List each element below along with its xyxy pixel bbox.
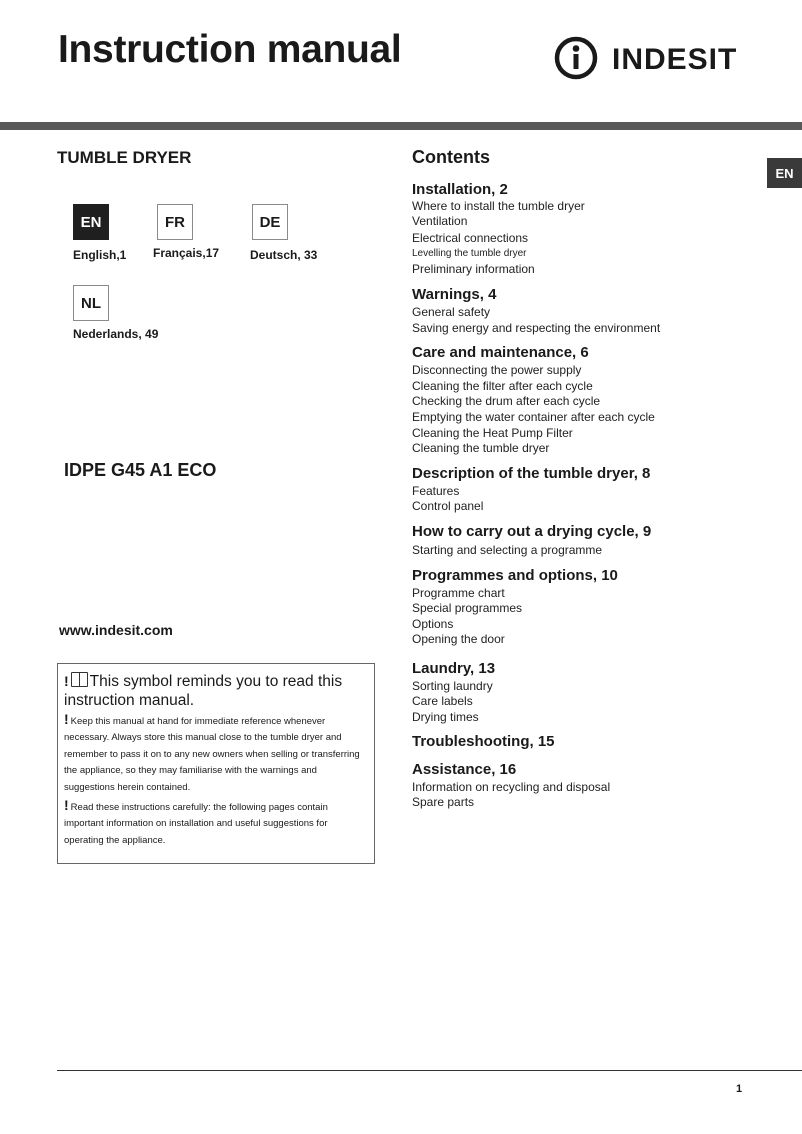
toc-item[interactable]: Drying times	[412, 710, 479, 724]
exclamation-icon: !	[64, 797, 69, 814]
toc-heading[interactable]: Assistance, 16	[412, 761, 517, 778]
toc-heading[interactable]: Installation, 2	[412, 181, 508, 198]
toc-item[interactable]: Special programmes	[412, 601, 523, 615]
toc-heading[interactable]: Programmes and options, 10	[412, 567, 618, 584]
toc-heading[interactable]: Description of the tumble dryer, 8	[412, 465, 651, 482]
toc-item[interactable]: Programme chart	[412, 586, 505, 600]
toc-item[interactable]: Opening the door	[412, 632, 505, 646]
footer-rule	[57, 1070, 802, 1071]
toc-item[interactable]: Levelling the tumble dryer	[412, 248, 527, 259]
toc-heading[interactable]: Care and maintenance, 6	[412, 344, 589, 361]
language-label-en: English,1	[73, 248, 127, 262]
toc-item[interactable]: General safety	[412, 305, 491, 319]
language-box-fr: FR	[157, 204, 193, 240]
website-link[interactable]: www.indesit.com	[59, 622, 173, 638]
toc-item[interactable]: Features	[412, 484, 460, 498]
exclamation-icon: !	[64, 673, 69, 689]
notice-headline	[64, 672, 368, 710]
notice-paragraph	[64, 797, 368, 849]
notice-paragraph	[64, 711, 368, 796]
exclamation-icon: !	[64, 711, 69, 727]
toc-item[interactable]: Electrical connections	[412, 231, 529, 245]
toc-item[interactable]: Checking the drum after each cycle	[412, 394, 601, 408]
toc-item[interactable]: Saving energy and respecting the environment	[412, 321, 661, 335]
brand-logo	[554, 36, 754, 88]
language-label-de: Deutsch, 33	[250, 248, 318, 262]
model-number: IDPE G45 A1 ECO	[64, 460, 217, 480]
toc-heading[interactable]: How to carry out a drying cycle, 9	[412, 523, 652, 540]
page-number: 1	[736, 1083, 743, 1095]
toc-item[interactable]: Starting and selecting a programme	[412, 543, 603, 557]
notice-headline-text: This symbol reminds you to read this instruction manual.	[64, 673, 343, 709]
toc-item[interactable]: Care labels	[412, 694, 473, 708]
language-box-nl: NL	[73, 285, 109, 321]
brand-name: INDESIT	[612, 43, 738, 76]
toc-item[interactable]: Spare parts	[412, 795, 475, 809]
toc-item[interactable]: Ventilation	[412, 214, 468, 228]
toc-item[interactable]: Cleaning the Heat Pump Filter	[412, 426, 573, 440]
notice-paragraph-text: Keep this manual at hand for immediate reference whenever necessary. Always store this manual close to the tumble dryer and remember to pass it on to any new owners when selling or transferring the appliance, so they may familiarise with the warnings and suggestions herein contained.	[64, 716, 360, 793]
toc-item[interactable]: Sorting laundry	[412, 679, 493, 693]
toc-item[interactable]: Cleaning the tumble dryer	[412, 441, 550, 455]
toc-heading[interactable]: Troubleshooting, 15	[412, 733, 555, 750]
language-box-de: DE	[252, 204, 288, 240]
product-type: TUMBLE DRYER	[57, 148, 192, 167]
notice-paragraph-text: Read these instructions carefully: the following pages contain important information on installation and useful suggestions for operating the appliance.	[64, 802, 328, 846]
toc-item[interactable]: Control panel	[412, 499, 484, 513]
header-rule	[0, 122, 802, 130]
toc-item[interactable]: Where to install the tumble dryer	[412, 199, 585, 213]
language-side-tab: EN	[767, 158, 802, 188]
toc-item[interactable]: Emptying the water container after each cycle	[412, 410, 655, 424]
book-icon	[71, 672, 88, 687]
toc-item[interactable]: Information on recycling and disposal	[412, 780, 611, 794]
toc-heading[interactable]: Warnings, 4	[412, 286, 497, 303]
language-box-en: EN	[73, 204, 109, 240]
document-title: Instruction manual	[58, 28, 402, 71]
toc-heading[interactable]: Laundry, 13	[412, 660, 496, 677]
notice-box	[57, 663, 375, 864]
language-label-fr: Français,17	[153, 246, 220, 260]
toc-item[interactable]: Options	[412, 617, 454, 631]
language-label-nl: Nederlands, 49	[73, 327, 159, 341]
toc-item[interactable]: Cleaning the filter after each cycle	[412, 379, 593, 393]
contents-title: Contents	[412, 147, 490, 167]
toc-item[interactable]: Disconnecting the power supply	[412, 363, 582, 377]
indesit-logo-icon	[554, 36, 598, 80]
toc-item[interactable]: Preliminary information	[412, 262, 535, 276]
